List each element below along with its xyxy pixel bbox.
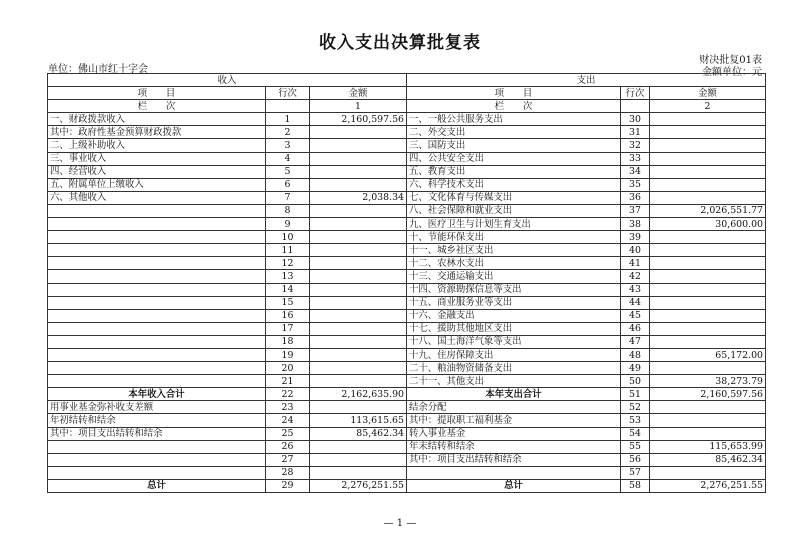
expense-item-label: 八、社会保障和就业支出 [407, 204, 621, 217]
expense-col-number: 2 [650, 100, 766, 113]
income-amount [310, 152, 407, 165]
income-line-no: 12 [266, 257, 310, 270]
income-line-header: 行次 [266, 87, 310, 100]
table-row [48, 204, 766, 217]
income-item-label [48, 453, 266, 466]
column-index-row [48, 100, 766, 113]
expense-line-no: 49 [621, 362, 650, 375]
income-line-no: 20 [266, 362, 310, 375]
table-row [48, 479, 766, 492]
income-amount [310, 466, 407, 479]
expense-item-label: 十二、农林水支出 [407, 257, 621, 270]
expense-line-no: 52 [621, 401, 650, 414]
table-row [48, 466, 766, 479]
income-item-label [48, 283, 266, 296]
expense-amount: 30,600.00 [650, 218, 766, 231]
income-line-no: 8 [266, 204, 310, 217]
income-line-no: 4 [266, 152, 310, 165]
income-item-header: 项 目 [48, 87, 266, 100]
table-row [48, 401, 766, 414]
income-amount [310, 204, 407, 217]
income-amount [310, 270, 407, 283]
expense-amount [650, 270, 766, 283]
expense-item-label: 十五、商业服务业等支出 [407, 296, 621, 309]
income-item-label: 其中：政府性基金预算财政拨款 [48, 126, 266, 139]
expense-line-no: 34 [621, 165, 650, 178]
expense-item-label: 三、国防支出 [407, 139, 621, 152]
income-line-no: 27 [266, 453, 310, 466]
table-row [48, 152, 766, 165]
expense-amount [650, 113, 766, 126]
income-item-label: 六、其他收入 [48, 191, 266, 204]
income-line-no: 19 [266, 348, 310, 361]
expense-line-no: 47 [621, 335, 650, 348]
expense-line-no: 39 [621, 231, 650, 244]
expense-line-no: 44 [621, 296, 650, 309]
expense-line-no: 55 [621, 440, 650, 453]
expense-line-no: 45 [621, 309, 650, 322]
expense-line-no: 37 [621, 204, 650, 217]
income-item-label: 五、附属单位上缴收入 [48, 178, 266, 191]
expense-amount [650, 152, 766, 165]
expense-item-label: 其中：提取职工福利基金 [407, 414, 621, 427]
table-row [48, 165, 766, 178]
expense-section-header: 支出 [407, 74, 766, 87]
expense-item-header: 项 目 [407, 87, 621, 100]
income-item-label: 其中：项目支出结转和结余 [48, 427, 266, 440]
income-item-label [48, 231, 266, 244]
income-line-no: 15 [266, 296, 310, 309]
expense-line-no: 42 [621, 270, 650, 283]
expense-item-label: 十七、援助其他地区支出 [407, 322, 621, 335]
expense-amount [650, 126, 766, 139]
expense-amount [650, 335, 766, 348]
income-line-no: 1 [266, 113, 310, 126]
income-line-no: 25 [266, 427, 310, 440]
expense-line-no: 46 [621, 322, 650, 335]
form-code: 财决批复01表 [699, 55, 762, 66]
income-amount [310, 283, 407, 296]
income-item-label [48, 244, 266, 257]
expense-line-no: 58 [621, 479, 650, 492]
table-row [48, 270, 766, 283]
expense-item-label: 结余分配 [407, 401, 621, 414]
expense-item-label: 四、公共安全支出 [407, 152, 621, 165]
expense-amount [650, 401, 766, 414]
table-row [48, 191, 766, 204]
income-item-label [48, 296, 266, 309]
income-line-no: 23 [266, 401, 310, 414]
page-number: — 1 — [383, 518, 417, 529]
expense-item-label: 七、文化体育与传媒支出 [407, 191, 621, 204]
expense-item-label: 十九、住房保障支出 [407, 348, 621, 361]
expense-item-label: 十、节能环保支出 [407, 231, 621, 244]
income-item-label [48, 309, 266, 322]
income-line-no: 28 [266, 466, 310, 479]
expense-item-label: 十八、国土海洋气象等支出 [407, 335, 621, 348]
expense-amount [650, 178, 766, 191]
expense-amount: 2,026,551.77 [650, 204, 766, 217]
expense-item-label: 其中：项目支出结转和结余 [407, 453, 621, 466]
table-row [48, 283, 766, 296]
table-row [48, 296, 766, 309]
expense-item-label: 年末结转和结余 [407, 440, 621, 453]
expense-line-no: 54 [621, 427, 650, 440]
income-amount [310, 218, 407, 231]
income-amount [310, 401, 407, 414]
income-item-label: 本年收入合计 [48, 388, 266, 401]
expense-item-label: 二、外交支出 [407, 126, 621, 139]
income-line-no: 24 [266, 414, 310, 427]
expense-item-label: 二十、粮油物资储备支出 [407, 362, 621, 375]
income-item-label [48, 375, 266, 388]
expense-item-label: 十六、金融支出 [407, 309, 621, 322]
expense-line-no: 32 [621, 139, 650, 152]
table-row [48, 309, 766, 322]
table-row [48, 453, 766, 466]
table-row [48, 113, 766, 126]
expense-amount [650, 191, 766, 204]
income-item-label [48, 440, 266, 453]
expense-line-no: 57 [621, 466, 650, 479]
income-item-label [48, 335, 266, 348]
income-item-label [48, 348, 266, 361]
column-header-row [48, 87, 766, 100]
income-amount [310, 296, 407, 309]
income-line-no: 26 [266, 440, 310, 453]
income-line-no: 21 [266, 375, 310, 388]
income-item-label: 一、财政拨款收入 [48, 113, 266, 126]
expense-line-no: 56 [621, 453, 650, 466]
expense-item-label [407, 466, 621, 479]
expense-item-label: 十一、城乡社区支出 [407, 244, 621, 257]
table-row [48, 231, 766, 244]
expense-item-label: 十四、资源勘探信息等支出 [407, 283, 621, 296]
expense-item-label: 九、医疗卫生与计划生育支出 [407, 218, 621, 231]
income-amount: 2,162,635.90 [310, 388, 407, 401]
income-item-label: 总计 [48, 479, 266, 492]
income-amount: 2,276,251.55 [310, 479, 407, 492]
expense-amount [650, 414, 766, 427]
table-row [48, 322, 766, 335]
expense-amount [650, 257, 766, 270]
expense-line-no: 35 [621, 178, 650, 191]
income-item-label [48, 257, 266, 270]
income-amount [310, 335, 407, 348]
income-amount: 85,462.34 [310, 427, 407, 440]
income-line-no: 16 [266, 309, 310, 322]
income-item-label: 二、上级补助收入 [48, 139, 266, 152]
income-amount [310, 453, 407, 466]
expense-item-label: 本年支出合计 [407, 388, 621, 401]
income-amount: 113,615.65 [310, 414, 407, 427]
income-amount [310, 126, 407, 139]
table-row [48, 139, 766, 152]
table-row [48, 440, 766, 453]
expense-line-no: 36 [621, 191, 650, 204]
approval-table [47, 73, 766, 493]
income-line-no: 29 [266, 479, 310, 492]
income-item-label: 三、事业收入 [48, 152, 266, 165]
income-line-no: 11 [266, 244, 310, 257]
expense-line-no: 53 [621, 414, 650, 427]
expense-amount-header: 金额 [650, 87, 766, 100]
income-amount [310, 348, 407, 361]
expense-item-label: 一、一般公共服务支出 [407, 113, 621, 126]
income-amount [310, 440, 407, 453]
income-item-label [48, 270, 266, 283]
table-row [48, 414, 766, 427]
income-amount [310, 257, 407, 270]
expense-amount: 65,172.00 [650, 348, 766, 361]
income-amount: 2,160,597.56 [310, 113, 407, 126]
expense-amount [650, 322, 766, 335]
income-line-no: 10 [266, 231, 310, 244]
income-amount [310, 244, 407, 257]
income-line-no: 2 [266, 126, 310, 139]
income-item-label: 四、经营收入 [48, 165, 266, 178]
expense-amount: 38,273.79 [650, 375, 766, 388]
expense-amount [650, 244, 766, 257]
income-line-no: 14 [266, 283, 310, 296]
income-amount [310, 178, 407, 191]
expense-line-no: 48 [621, 348, 650, 361]
expense-amount [650, 231, 766, 244]
table-row [48, 257, 766, 270]
income-item-label: 用事业基金弥补收支差额 [48, 401, 266, 414]
section-header-row [48, 74, 766, 87]
income-amount [310, 139, 407, 152]
table-row [48, 126, 766, 139]
expense-line-no: 30 [621, 113, 650, 126]
income-amount: 2,038.34 [310, 191, 407, 204]
income-line-no: 3 [266, 139, 310, 152]
income-line-no: 7 [266, 191, 310, 204]
expense-line-no: 50 [621, 375, 650, 388]
income-amount [310, 322, 407, 335]
table-row [48, 178, 766, 191]
table-row [48, 218, 766, 231]
expense-item-label: 十三、交通运输支出 [407, 270, 621, 283]
page-title: 收入支出决算批复表 [319, 33, 481, 53]
expense-amount [650, 139, 766, 152]
expense-amount [650, 309, 766, 322]
income-line-no: 5 [266, 165, 310, 178]
income-col-number: 1 [310, 100, 407, 113]
income-line-no: 18 [266, 335, 310, 348]
income-column-label: 栏 次 [48, 100, 266, 113]
expense-amount [650, 165, 766, 178]
expense-line-no: 51 [621, 388, 650, 401]
expense-line-no: 31 [621, 126, 650, 139]
expense-item-label: 五、教育支出 [407, 165, 621, 178]
income-line-blank [266, 100, 310, 113]
income-amount [310, 231, 407, 244]
income-item-label [48, 466, 266, 479]
income-section-header: 收入 [48, 74, 407, 87]
unit-label: 单位：佛山市红十字会 [48, 64, 148, 75]
expense-amount [650, 296, 766, 309]
table-row [48, 335, 766, 348]
table-row [48, 348, 766, 361]
table-row [48, 388, 766, 401]
income-line-no: 22 [266, 388, 310, 401]
income-item-label [48, 322, 266, 335]
expense-line-blank [621, 100, 650, 113]
expense-amount: 2,276,251.55 [650, 479, 766, 492]
expense-item-label: 总计 [407, 479, 621, 492]
table-row [48, 362, 766, 375]
income-amount [310, 309, 407, 322]
income-amount [310, 375, 407, 388]
expense-amount [650, 466, 766, 479]
income-amount-header: 金额 [310, 87, 407, 100]
income-line-no: 9 [266, 218, 310, 231]
expense-amount [650, 283, 766, 296]
income-item-label [48, 362, 266, 375]
expense-line-header: 行次 [621, 87, 650, 100]
income-item-label: 年初结转和结余 [48, 414, 266, 427]
income-line-no: 13 [266, 270, 310, 283]
expense-amount: 2,160,597.56 [650, 388, 766, 401]
expense-item-label: 六、科学技术支出 [407, 178, 621, 191]
expense-line-no: 38 [621, 218, 650, 231]
currency-unit: 金额单位：元 [702, 67, 762, 78]
income-amount [310, 362, 407, 375]
expense-amount [650, 362, 766, 375]
expense-item-label: 二十一、其他支出 [407, 375, 621, 388]
income-amount [310, 165, 407, 178]
expense-amount: 115,653.99 [650, 440, 766, 453]
income-item-label [48, 204, 266, 217]
expense-amount [650, 427, 766, 440]
expense-line-no: 43 [621, 283, 650, 296]
table-row [48, 427, 766, 440]
expense-line-no: 40 [621, 244, 650, 257]
income-line-no: 6 [266, 178, 310, 191]
expense-line-no: 41 [621, 257, 650, 270]
expense-column-label: 栏 次 [407, 100, 621, 113]
expense-amount: 85,462.34 [650, 453, 766, 466]
income-item-label [48, 218, 266, 231]
table-row [48, 375, 766, 388]
income-line-no: 17 [266, 322, 310, 335]
expense-line-no: 33 [621, 152, 650, 165]
table-row [48, 244, 766, 257]
expense-item-label: 转入事业基金 [407, 427, 621, 440]
